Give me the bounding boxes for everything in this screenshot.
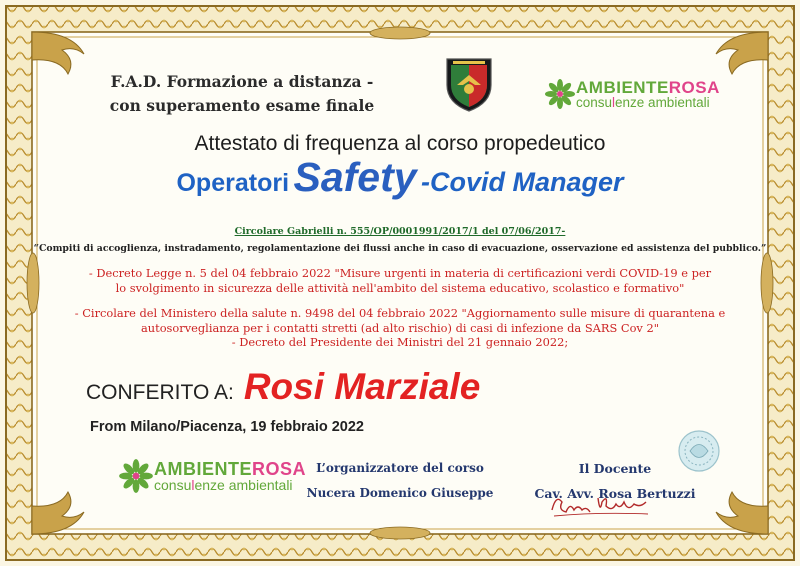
organizer-block	[300, 456, 500, 506]
recipient-name: Rosi Marziale	[243, 366, 481, 407]
course-mode-header	[62, 70, 422, 118]
course-title	[0, 154, 800, 201]
course-title-part-3: -Covid Manager	[420, 167, 624, 197]
logo-word-ambiente: AMBIENTE	[576, 77, 669, 97]
flower-logo-icon	[118, 458, 154, 494]
logo-word-ambiente: AMBIENTE	[154, 459, 252, 479]
logo-text	[576, 79, 720, 110]
teacher-role: Il Docente	[578, 461, 652, 476]
organizer-name: Nucera Domenico Giuseppe	[306, 486, 494, 500]
logo-subtitle-b: l	[191, 477, 195, 493]
logo-subtitle-c: enze ambientali	[194, 477, 293, 493]
course-title-safety: Safety	[293, 154, 417, 200]
decreto-line-1: - Decreto Legge n. 5 del 04 febbraio 2022 "Misure urgenti in materia di certificazioni verdi COVID-19 e per	[88, 266, 712, 280]
recipient-row	[86, 366, 480, 408]
logo-text-bottom	[154, 460, 306, 492]
circolare-ministero-line-2: autosorveglianza per i contatti stretti (ad alto rischio) di casi di infezione da SARS Cov 2"	[141, 320, 659, 335]
place-date: From Milano/Piacenza, 19 febbraio 2022	[90, 419, 364, 435]
course-mode-line-2: con superamento esame finale	[109, 96, 375, 115]
logo-subtitle-a: consu	[576, 94, 613, 110]
organizer-role: L’organizzatore del corso	[316, 461, 484, 475]
logo-subtitle-c: enze ambientali	[615, 94, 710, 110]
course-title-part-1: Operatori	[176, 169, 290, 197]
circolare-ministero-line-3: - Decreto del Presidente dei Ministri del 21 gennaio 2022;	[231, 335, 569, 349]
ambiente-rosa-logo-bottom	[118, 458, 306, 494]
decreto-line-2: lo svolgimento in sicurezza delle attività nell'ambito del sistema educativo, scolastico e formativo"	[115, 281, 685, 295]
circolare-ministero-line-1: - Circolare del Ministero della salute n. 9498 del 04 febbraio 2022 "Aggiornamento sulle misure di quarantena e	[74, 306, 726, 320]
hologram-seal-icon	[676, 428, 722, 474]
decreto-legge-block	[60, 266, 740, 296]
certificate-heading: Attestato di frequenza al corso propedeutico	[194, 132, 606, 155]
ambiente-rosa-logo	[544, 78, 720, 110]
logo-subtitle-b: l	[612, 94, 616, 110]
circolare-ministero-block	[60, 306, 740, 350]
duties-statement: “Compiti di accoglienza, instradamento, regolamentazione dei flussi anche in caso di evacuazione, osservazione ed assistenza del pubblico.”	[33, 243, 767, 254]
logo-word-rosa: ROSA	[668, 77, 720, 97]
teacher-signature	[548, 488, 658, 522]
logo-subtitle-a: consu	[154, 477, 192, 493]
course-mode-line-1: F.A.D. Formazione a distanza -	[110, 72, 374, 91]
logo-word-rosa: ROSA	[252, 459, 307, 479]
shield-emblem-icon	[443, 55, 495, 113]
circolare-reference: Circolare Gabrielli n. 555/OP/0001991/2017/1 del 07/06/2017-	[234, 226, 566, 237]
flower-logo-icon	[544, 78, 576, 110]
conferito-label: CONFERITO A:	[86, 381, 234, 404]
teacher-name: Cav. Avv. Rosa Bertuzzi	[534, 486, 696, 501]
